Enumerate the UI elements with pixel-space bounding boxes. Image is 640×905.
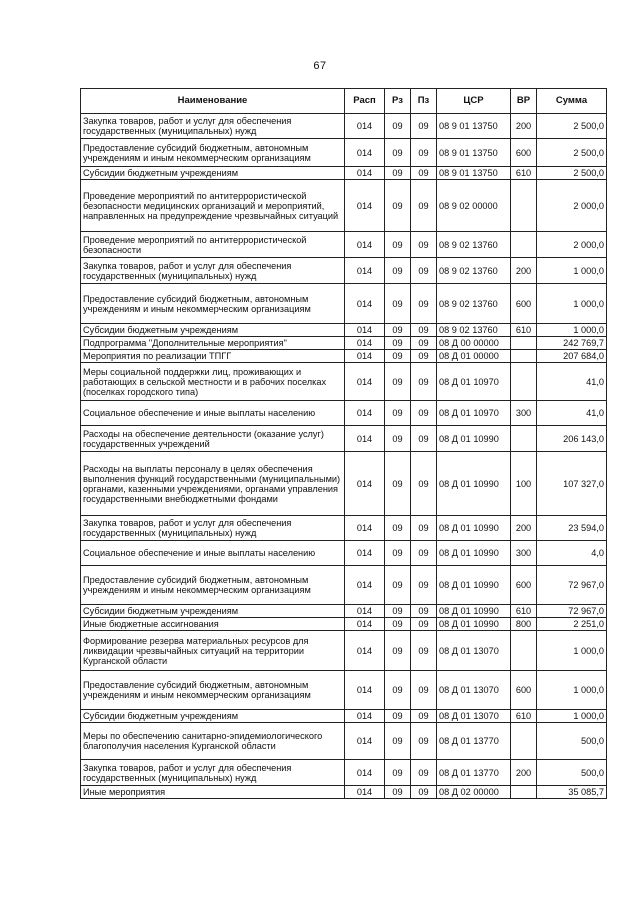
row-csr: 08 Д 01 10990 [437, 516, 511, 541]
row-rasp: 014 [345, 232, 385, 258]
row-name: Субсидии бюджетным учреждениям [81, 605, 345, 618]
row-sum: 500,0 [537, 723, 607, 760]
table-row [81, 618, 607, 631]
row-csr: 08 Д 01 10970 [437, 363, 511, 401]
row-sum: 1 000,0 [537, 258, 607, 284]
row-csr: 08 9 02 13760 [437, 232, 511, 258]
row-name: Закупка товаров, работ и услуг для обеспечения государственных (муниципальных) нужд [81, 114, 345, 139]
row-pz: 09 [411, 139, 437, 167]
row-rasp: 014 [345, 710, 385, 723]
header-name: Наименование [81, 89, 345, 114]
row-rasp: 014 [345, 723, 385, 760]
header-vr: ВР [511, 89, 537, 114]
row-sum: 107 327,0 [537, 452, 607, 516]
row-rz: 09 [385, 786, 411, 799]
row-vr: 600 [511, 671, 537, 710]
row-csr: 08 Д 01 13770 [437, 723, 511, 760]
row-pz: 09 [411, 258, 437, 284]
row-name: Субсидии бюджетным учреждениям [81, 324, 345, 337]
row-sum: 72 967,0 [537, 605, 607, 618]
row-vr: 610 [511, 324, 537, 337]
row-rz: 09 [385, 114, 411, 139]
row-vr: 800 [511, 618, 537, 631]
table-header-row [81, 89, 607, 114]
row-rasp: 014 [345, 363, 385, 401]
row-vr [511, 363, 537, 401]
row-sum: 23 594,0 [537, 516, 607, 541]
row-rz: 09 [385, 401, 411, 426]
table-row [81, 516, 607, 541]
row-csr: 08 Д 01 13070 [437, 631, 511, 671]
row-pz: 09 [411, 167, 437, 180]
row-vr [511, 723, 537, 760]
row-sum: 2 500,0 [537, 167, 607, 180]
row-csr: 08 9 02 13760 [437, 324, 511, 337]
row-sum: 1 000,0 [537, 631, 607, 671]
row-pz: 09 [411, 541, 437, 566]
row-rz: 09 [385, 139, 411, 167]
table-row [81, 167, 607, 180]
row-csr: 08 Д 01 10970 [437, 401, 511, 426]
row-name: Субсидии бюджетным учреждениям [81, 710, 345, 723]
row-vr: 200 [511, 516, 537, 541]
row-vr [511, 337, 537, 350]
row-pz: 09 [411, 426, 437, 452]
row-pz: 09 [411, 516, 437, 541]
table-body [81, 114, 607, 799]
row-vr [511, 350, 537, 363]
table-row [81, 180, 607, 232]
row-vr: 200 [511, 114, 537, 139]
row-sum: 72 967,0 [537, 566, 607, 605]
row-name: Расходы на выплаты персоналу в целях обеспечения выполнения функций государственными (муниципальными) органами, казенными учреждениями, органами управления государственными внебюджетными фондами [81, 452, 345, 516]
row-rasp: 014 [345, 284, 385, 324]
table-row [81, 605, 607, 618]
row-pz: 09 [411, 760, 437, 786]
row-vr [511, 786, 537, 799]
row-sum: 207 684,0 [537, 350, 607, 363]
row-rasp: 014 [345, 760, 385, 786]
table-row [81, 337, 607, 350]
row-sum: 1 000,0 [537, 324, 607, 337]
table-row [81, 426, 607, 452]
row-pz: 09 [411, 452, 437, 516]
row-rasp: 014 [345, 566, 385, 605]
table-row [81, 350, 607, 363]
row-rz: 09 [385, 618, 411, 631]
row-vr [511, 232, 537, 258]
row-vr: 600 [511, 566, 537, 605]
table-row [81, 139, 607, 167]
row-vr: 610 [511, 605, 537, 618]
row-sum: 41,0 [537, 363, 607, 401]
row-sum: 500,0 [537, 760, 607, 786]
row-vr [511, 631, 537, 671]
row-pz: 09 [411, 324, 437, 337]
row-rz: 09 [385, 232, 411, 258]
row-sum: 2 000,0 [537, 180, 607, 232]
row-rz: 09 [385, 452, 411, 516]
header-pz: Пз [411, 89, 437, 114]
row-sum: 4,0 [537, 541, 607, 566]
row-rz: 09 [385, 671, 411, 710]
row-csr: 08 Д 01 10990 [437, 452, 511, 516]
row-rasp: 014 [345, 605, 385, 618]
table-row [81, 786, 607, 799]
table-row [81, 363, 607, 401]
row-pz: 09 [411, 180, 437, 232]
table-row [81, 566, 607, 605]
row-csr: 08 Д 01 10990 [437, 566, 511, 605]
row-name: Подпрограмма "Дополнительные мероприятия" [81, 337, 345, 350]
row-vr: 610 [511, 710, 537, 723]
header-csr: ЦСР [437, 89, 511, 114]
header-rasp: Расп [345, 89, 385, 114]
row-rasp: 014 [345, 631, 385, 671]
row-sum: 242 769,7 [537, 337, 607, 350]
row-rasp: 014 [345, 401, 385, 426]
row-rz: 09 [385, 516, 411, 541]
row-name: Проведение мероприятий по антитеррористической безопасности [81, 232, 345, 258]
row-pz: 09 [411, 363, 437, 401]
row-sum: 1 000,0 [537, 671, 607, 710]
row-rasp: 014 [345, 516, 385, 541]
row-csr: 08 Д 01 10990 [437, 605, 511, 618]
table-row [81, 114, 607, 139]
row-name: Субсидии бюджетным учреждениям [81, 167, 345, 180]
row-csr: 08 9 02 00000 [437, 180, 511, 232]
table-row [81, 324, 607, 337]
row-csr: 08 Д 01 13070 [437, 671, 511, 710]
page-number: 67 [313, 60, 327, 72]
table-row [81, 671, 607, 710]
row-rasp: 014 [345, 452, 385, 516]
row-vr [511, 426, 537, 452]
row-rasp: 014 [345, 426, 385, 452]
budget-table [80, 88, 607, 799]
row-pz: 09 [411, 618, 437, 631]
row-csr: 08 Д 00 00000 [437, 337, 511, 350]
row-sum: 1 000,0 [537, 284, 607, 324]
row-rz: 09 [385, 541, 411, 566]
row-name: Предоставление субсидий бюджетным, автономным учреждениям и иным некоммерческим организациям [81, 671, 345, 710]
row-name: Социальное обеспечение и иные выплаты населению [81, 401, 345, 426]
row-rz: 09 [385, 426, 411, 452]
row-csr: 08 9 02 13760 [437, 284, 511, 324]
row-pz: 09 [411, 337, 437, 350]
row-pz: 09 [411, 786, 437, 799]
row-pz: 09 [411, 710, 437, 723]
row-rz: 09 [385, 324, 411, 337]
row-name: Закупка товаров, работ и услуг для обеспечения государственных (муниципальных) нужд [81, 516, 345, 541]
row-csr: 08 9 01 13750 [437, 114, 511, 139]
row-name: Предоставление субсидий бюджетным, автономным учреждениям и иным некоммерческим организациям [81, 284, 345, 324]
row-rz: 09 [385, 631, 411, 671]
row-rasp: 014 [345, 618, 385, 631]
row-csr: 08 Д 01 13070 [437, 710, 511, 723]
row-sum: 1 000,0 [537, 710, 607, 723]
row-name: Закупка товаров, работ и услуг для обеспечения государственных (муниципальных) нужд [81, 258, 345, 284]
row-vr: 300 [511, 401, 537, 426]
row-name: Мероприятия по реализации ТПГГ [81, 350, 345, 363]
row-rasp: 014 [345, 180, 385, 232]
row-csr: 08 Д 01 13770 [437, 760, 511, 786]
row-csr: 08 Д 01 10990 [437, 541, 511, 566]
row-rasp: 014 [345, 167, 385, 180]
row-csr: 08 Д 02 00000 [437, 786, 511, 799]
row-rasp: 014 [345, 671, 385, 710]
row-pz: 09 [411, 401, 437, 426]
row-rz: 09 [385, 167, 411, 180]
row-name: Иные бюджетные ассигнования [81, 618, 345, 631]
row-csr: 08 9 02 13760 [437, 258, 511, 284]
table-row [81, 452, 607, 516]
row-rz: 09 [385, 284, 411, 324]
row-vr: 600 [511, 139, 537, 167]
row-rz: 09 [385, 350, 411, 363]
row-rasp: 014 [345, 258, 385, 284]
row-rz: 09 [385, 605, 411, 618]
row-name: Закупка товаров, работ и услуг для обеспечения государственных (муниципальных) нужд [81, 760, 345, 786]
row-vr: 200 [511, 258, 537, 284]
row-sum: 35 085,7 [537, 786, 607, 799]
row-rz: 09 [385, 760, 411, 786]
row-vr [511, 180, 537, 232]
row-sum: 2 251,0 [537, 618, 607, 631]
row-rasp: 014 [345, 324, 385, 337]
header-sum: Сумма [537, 89, 607, 114]
row-name: Иные мероприятия [81, 786, 345, 799]
table-row [81, 760, 607, 786]
row-rz: 09 [385, 337, 411, 350]
row-csr: 08 Д 01 00000 [437, 350, 511, 363]
row-pz: 09 [411, 350, 437, 363]
row-csr: 08 9 01 13750 [437, 139, 511, 167]
row-sum: 206 143,0 [537, 426, 607, 452]
row-name: Социальное обеспечение и иные выплаты населению [81, 541, 345, 566]
row-sum: 41,0 [537, 401, 607, 426]
row-csr: 08 Д 01 10990 [437, 618, 511, 631]
row-rasp: 014 [345, 139, 385, 167]
row-name: Меры социальной поддержки лиц, проживающих и работающих в сельской местности и в рабочих поселках (поселках городского типа) [81, 363, 345, 401]
row-sum: 2 500,0 [537, 139, 607, 167]
row-pz: 09 [411, 631, 437, 671]
row-csr: 08 9 01 13750 [437, 167, 511, 180]
row-pz: 09 [411, 605, 437, 618]
table-row [81, 723, 607, 760]
row-rz: 09 [385, 180, 411, 232]
row-vr: 200 [511, 760, 537, 786]
row-rasp: 014 [345, 786, 385, 799]
row-rz: 09 [385, 723, 411, 760]
row-name: Расходы на обеспечение деятельности (оказание услуг) государственных учреждений [81, 426, 345, 452]
row-vr: 100 [511, 452, 537, 516]
header-rz: Рз [385, 89, 411, 114]
row-vr: 610 [511, 167, 537, 180]
row-pz: 09 [411, 723, 437, 760]
table-row [81, 258, 607, 284]
row-rasp: 014 [345, 350, 385, 363]
row-rz: 09 [385, 710, 411, 723]
table-row [81, 541, 607, 566]
row-vr: 600 [511, 284, 537, 324]
row-name: Предоставление субсидий бюджетным, автономным учреждениям и иным некоммерческим организациям [81, 139, 345, 167]
row-pz: 09 [411, 671, 437, 710]
row-csr: 08 Д 01 10990 [437, 426, 511, 452]
row-rasp: 014 [345, 114, 385, 139]
row-rasp: 014 [345, 337, 385, 350]
row-rz: 09 [385, 363, 411, 401]
table-row [81, 710, 607, 723]
row-pz: 09 [411, 284, 437, 324]
row-sum: 2 500,0 [537, 114, 607, 139]
table-row [81, 631, 607, 671]
row-name: Предоставление субсидий бюджетным, автономным учреждениям и иным некоммерческим организациям [81, 566, 345, 605]
row-rasp: 014 [345, 541, 385, 566]
row-pz: 09 [411, 232, 437, 258]
row-rz: 09 [385, 258, 411, 284]
row-name: Меры по обеспечению санитарно-эпидемиологического благополучия населения Курганской области [81, 723, 345, 760]
row-name: Проведение мероприятий по антитеррористической безопасности медицинских организаций и мероприятий, направленных на предупреждение чрезвычайных ситуаций [81, 180, 345, 232]
table-row [81, 284, 607, 324]
row-pz: 09 [411, 566, 437, 605]
row-vr: 300 [511, 541, 537, 566]
row-sum: 2 000,0 [537, 232, 607, 258]
row-name: Формирование резерва материальных ресурсов для ликвидации чрезвычайных ситуаций на территории Курганской области [81, 631, 345, 671]
table-row [81, 401, 607, 426]
table-row [81, 232, 607, 258]
row-rz: 09 [385, 566, 411, 605]
row-pz: 09 [411, 114, 437, 139]
